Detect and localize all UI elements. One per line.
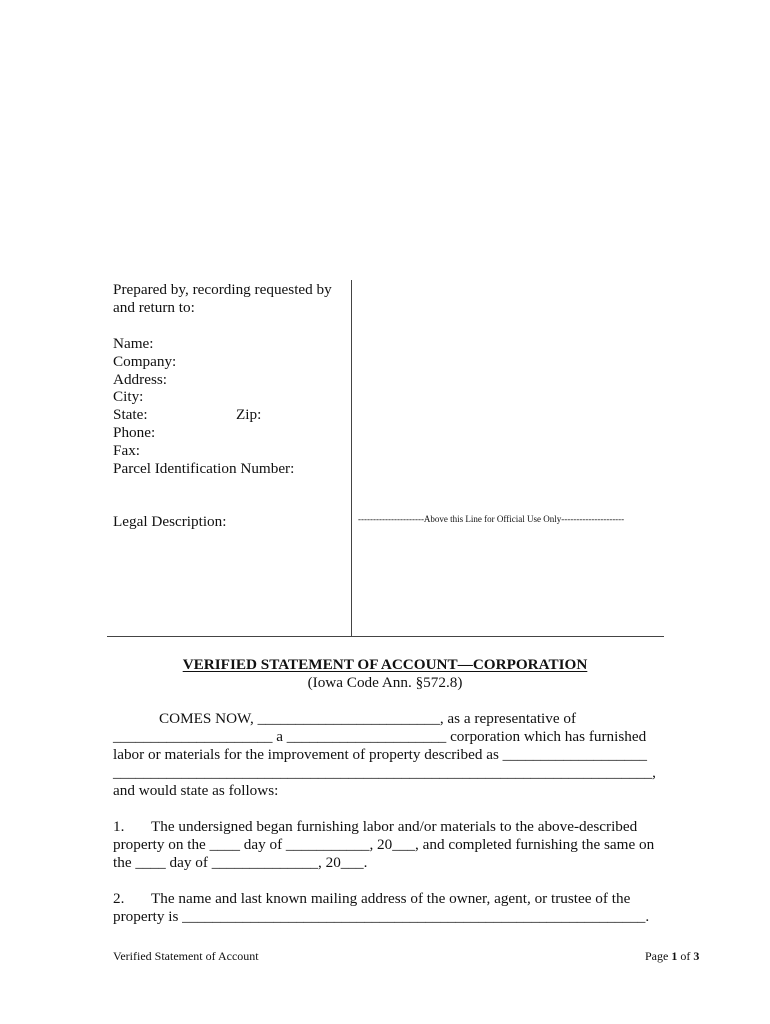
comes-now-line-1: COMES NOW, ________________________, as a representative of	[159, 710, 577, 727]
prepared-by-line-1: Prepared by, recording requested by	[113, 281, 332, 298]
field-state-label: State:	[113, 406, 148, 423]
field-company-label: Company:	[113, 353, 177, 370]
field-zip-label: Zip:	[236, 406, 262, 423]
item-2-line-1: 2. The name and last known mailing address of the owner, agent, or trustee of the	[113, 890, 631, 907]
item-1-line-3: the ____ day of ______________, 20___.	[113, 854, 368, 871]
field-name-label: Name:	[113, 335, 154, 352]
horizontal-divider	[107, 636, 664, 637]
comes-now-line-4: _______________________________________________________________________,	[113, 764, 656, 781]
item-1-line-2: property on the ____ day of ___________, 20___, and completed furnishing the same on	[113, 836, 655, 853]
page-current: 1	[671, 949, 678, 963]
page-of: of	[680, 949, 691, 963]
item-2-line-2: property is _____________________________________________________________.	[113, 908, 650, 925]
footer-doc-name: Verified Statement of Account	[113, 949, 259, 963]
field-parcel-label: Parcel Identification Number:	[113, 460, 295, 477]
field-fax-label: Fax:	[113, 442, 141, 459]
prepared-by-line-2: and return to:	[113, 299, 195, 316]
page-total: 3	[693, 949, 700, 963]
document-subtitle: (Iowa Code Ann. §572.8)	[307, 674, 463, 691]
official-use-line: ----------------------Above this Line for Official Use Only---------------------	[358, 514, 625, 524]
comes-now-line-3: labor or materials for the improvement of property described as ___________________	[113, 746, 647, 763]
field-city-label: City:	[113, 388, 144, 405]
comes-now-line-2: _____________________ a _____________________ corporation which has furnished	[113, 728, 647, 745]
legal-description-label: Legal Description:	[113, 513, 227, 530]
field-phone-label: Phone:	[113, 424, 156, 441]
field-address-label: Address:	[113, 371, 167, 388]
item-1-line-1: 1. The undersigned began furnishing labor and/or materials to the above-described	[113, 818, 638, 835]
footer-page-number	[645, 949, 699, 963]
page-prefix: Page	[645, 949, 669, 963]
document-title: VERIFIED STATEMENT OF ACCOUNT—CORPORATION	[182, 656, 588, 673]
vertical-divider	[351, 280, 352, 636]
comes-now-line-5: and would state as follows:	[113, 782, 279, 799]
